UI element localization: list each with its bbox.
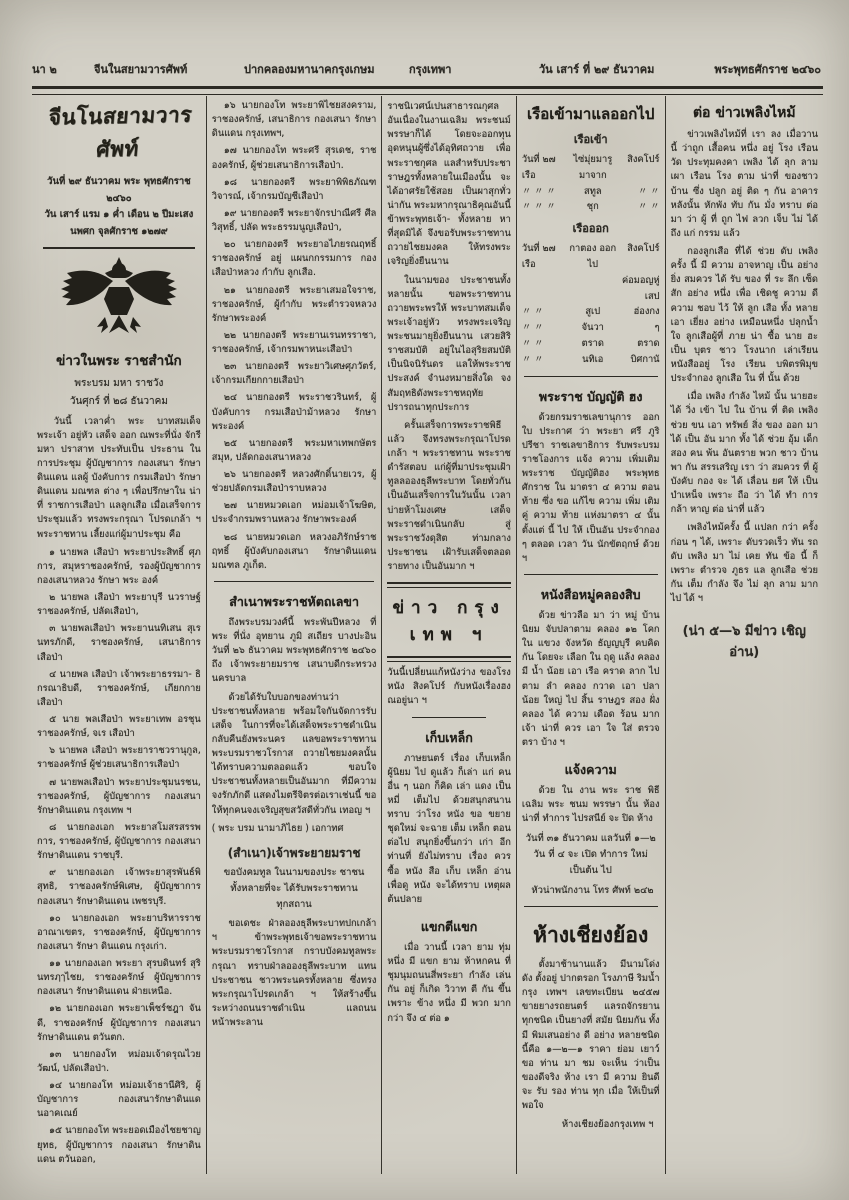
- ship-date: วันที่ ๒๗ เรือ: [521, 243, 556, 270]
- royal-letter-para1: ถึงพระบรมวงศ์นี้ พระพันปีหลวง ที่พระ ที่นั่ง อุทยาน ภูมิ สเถียร บางปะอิน วันที่ ๒๖ ธันวาคม พระพุทธศักราช ๒๔๖๐ ถึง เจ้าพระยายมราช เสนาบดีกระทรวงนครบาล: [211, 616, 377, 685]
- court-news-heading: ข่าวในพระ ราชสำนัก: [56, 352, 182, 369]
- appointment-item: ๙ นายกองเอก เจ้าพระยาสุรพันธ์พิสุทธิ, ราชองครักษ์พิเศษ, ผู้บัญชาการ กองเสนา รักษาดินแดน เพชรบุรี.: [37, 867, 201, 907]
- appointment-item: ๗ นายพลเสือป่า พระยาประชุมนรชน, ราชองครักษ์, ผู้บัญชาการ กองเสนา รักษาดินแดน กรุงเทพ ฯ: [37, 776, 201, 816]
- appointment-item: ๘ นายกองเอก พระยาสโมสรสรรพการ, ราชองครักษ์, ผู้บัญชาการ กองเสนา รักษาดินแดน ราชบุรี.: [37, 821, 201, 862]
- appointment-item: ๑๘ นายกองตรี พระยาพิพิธภัณฑวิจารณ์, เจ้ากรมบัญชีเสือป่า: [211, 176, 377, 202]
- column-1: [32, 96, 207, 1174]
- royal-reply-para2: ในนามของ ประชาชนทั้งหลายนั้น ขอพระราชทาน ถวายพระพรให้ พระบาทสมเด็จพระเจ้าอยู่หัว ทรงพระเจริญ พระชนมายุยิ่งยืนนาน เสวยสิริราชสมบัติ อยู่ในไอสุริยสมบัติ เป็นนิจนิรันดร แลให้พระราชประสงค์ จำนงหมายสิ่งใด จงสัมฤทธิดังพระราชหฤทัย ปรารถนาทุกประการ: [387, 274, 511, 413]
- ship-name: ชุก: [586, 201, 599, 213]
- appointment-item: ๑๖ นายกองโท พระยาพิไชยสงคราม, ราชองครักษ์, เสนาธิการ กองเสนา รักษา ดินแดน กรุงเทพฯ,: [211, 100, 377, 140]
- hong-act-heading: พระราช บัญญัติ ฮง: [538, 388, 643, 404]
- royal-reply-para1: ราชนิเวศน์เปนสาธารณกุศลอันเนื่องในงานเฉลิม พระชนม์พรรษาก็ได้ โดยจะออกทุนอุดหนุนผู้ซึ่งได้อุทิศถวาย เพื่อพระราชกุศล แลสำหรับประชาราษฎรทั้งหลายในเมืองนั้น จะได้อาศรัยใช้สอย เป็นผาสุกทั่วน่ากัน พระมหากรุณาธิคุณอันนี้ ข้าพระพุทธเจ้า- ทั้งหลาย หาที่สุดมิได้ จึงขอรับพระราชทาน ถวายไชยมงคล ให้ทรงพระเจริญยิ่งยืนนาน: [387, 101, 511, 268]
- ship-row: [522, 352, 660, 368]
- paper-name-header: จีนในสยามวารศัพท์: [94, 63, 188, 76]
- bangkok-news-banner: ข่าว กรุง เทพ ฯ: [392, 598, 506, 646]
- banner-rule-bottom: [387, 656, 510, 662]
- page-note: (น่า ๕—๖ มีข่าว เชิญ อ่าน): [682, 624, 806, 661]
- ship-port: ฮ่องกง: [633, 306, 660, 318]
- shop-ad-body: ตั้งมาช้านานแล้ว มีนามโด่งดัง ตั้งอยู่ ปากตรอก โรงภาษี ริมน้ำ กรุง เทพฯ เลขทะเบียน ๒๔๕๗ ขายยางรถยนตร์ แลรถจักรยาน ทุกชนิด เป็นยางที่ สมัย นิยมกัน ทั้ง มี พิมเสนอย่าง ดี อย่าง หลายชนิด นี้คือ ๑—๒—๑ ราคา ย่อม เยาว์ ขอ ท่าน มา ชม จะเห็น ว่าเป็น ของดีจริง ห้าง เรา มี ความ ยินดี จะ รับ รอง ท่าน ทุก เมื่อ ให้เป็นที่ พอใจ: [521, 958, 660, 1112]
- iron-news-body: ภาษยนตร์ เรื่อง เก็บเหล็ก ผู้นิยม ไป ดูแล้ว ก็เล่า แก่ คนอื่น ๆ นอก ก็คิด เล่า แดง เป็นหมี่ เต็มไป ด้วยสนุกสนาน ทราบ ว่าโรง หนัง ขอ ขยาย ชุดใหม่ จะฉาย เต็ม เหล็ก ตอนต่อไป สนุกยิ่งขึ้นกว่า เก่า อีก ท่านที่ ยังไม่ทราบ เรื่อง ควร ซื้อ หนัง สือ เก็บ เหล็ก อ่าน เพื่อดู หนัง จะได้ทราบ เหตุผล ต้นปลาย: [387, 752, 511, 905]
- shipping-heading: เรือเข้ามาแลออกไป: [527, 105, 655, 123]
- ship-port: บิศกานั: [630, 353, 660, 365]
- ship-row: [522, 184, 660, 200]
- royal-letter-signature: ( พระ บรม นามาภิไธย ) เอกาทศ: [211, 822, 344, 834]
- ship-name: นทิเอ: [582, 353, 604, 365]
- fire-news-para4: เพลิงไหม้ครั้ง นี้ แปลก กว่า ครั้ง ก่อน ๆ ได้, เพราะ ดับรวดเร็ว ทัน รถดับ เพลิง มา ไม่ เคย ทัน ข้อ นี้ ก็ เพราะ ตำรวจ ภูธร แล ลูกเสือ ช่วย กัน เต็ม กำลัง จึง ไม่ ลุก ลาม มาก ไป ได้ ฯ: [670, 522, 818, 604]
- ship-name: สทูล: [584, 185, 602, 197]
- outbound-table: [522, 241, 660, 367]
- fire-news-heading: ต่อ ข่าวเพลิงไหม้: [692, 105, 796, 121]
- garuda-emblem-icon: [59, 255, 179, 341]
- khlong-books-heading: หนังสือหมู่คลองสิบ: [540, 586, 641, 602]
- appointment-item: ๑๗ นายกองโท พระศรี สุรเดช, ราช องครักษ์, ผู้ช่วยเสนาธิการเสือป่า.: [211, 145, 377, 171]
- hong-act-body: ด้วยกรมราชเลขานุการ ออกใบ ประกาศ ว่า พระยา ศรี ภูริปรีชา ราชเลขาธิการ รับพระบรมราชโองการ แจ้ง ความ เพิ่มเติม พระราช บัญญัติฮง พระพุทธศักราช ใน มาตรา ๔ ความ ตอน ท้าย ซึ่ง ขอ แก้ไข ความ เพิ่ม เติม คู่ ความ ท้าย แห่งมาตรา ๔ นั้น ตั้งแต่ นี้ ไป ให้ เป็นอัน ประจำกอง ๆ ตลอด เวลา วัน นักขัตฤกษ์ ด้วย ฯ: [521, 411, 660, 564]
- salute-line-1: ขอบังคมทูล ในนามของประ ชาชน: [223, 866, 365, 878]
- ship-port: ตราด: [637, 337, 660, 349]
- salute-line-2: ทั้งหลายที่จะ ได้รับพระราชทาน: [230, 882, 358, 894]
- publisher-city: กรุงเทพา: [409, 63, 452, 76]
- court-news-place: พระบรม มหา ราชวัง: [74, 377, 164, 389]
- appointment-item: ๒๗ นายหมวดเอก หม่อมเจ้าโฆษิต, ประจำกรมพรานหลวง รักษาพระองค์: [211, 500, 377, 526]
- bangkok-news-lead: วันนี้เปลี่ยนแก้หนังว่าง ของโรงหนัง สิงคโปร์ กับหนังเรื่องฮง ณอยู่นา ฯ: [387, 667, 511, 707]
- inbound-table: [522, 152, 660, 215]
- ship-port: สิงคโปร์: [627, 154, 660, 165]
- appointment-list-1: [37, 546, 201, 1167]
- ship-row: [522, 241, 660, 273]
- appointment-item: ๒๔ นายกองตรี พระราชวรินทร์, ผู้บังคับการ กรมเสือป่าม้าหลวง รักษาพระองค์: [211, 392, 377, 432]
- announcement-body: ด้วย ใน งาน พระ ราช พิธีเฉลิม พระ ชนม พรรษา นั้น ห้อง น่าที่ ทำการ ไปรสนีย์ จะ ปิด ห้าง: [521, 785, 660, 825]
- fight-news-heading: แขกตีแขก: [420, 918, 478, 934]
- publisher-address: ปากคลองมหานาคกรุงเกษม: [244, 63, 375, 76]
- ship-date: 〃 〃: [521, 322, 544, 334]
- masthead-rule: [43, 247, 195, 249]
- appointment-item: ๒๕ นายกองตรี พระมหาเทพกษัตรสมุห, ปลัดกองเสนาหลวง: [211, 437, 377, 463]
- fire-news-para2: กองลูกเสือ ที่ได้ ช่วย ดับ เพลิง ครั้ง นี้ มี ความ อาจหาญ เป็น อย่าง ยิ่ง สมควร ได้ รับ ของ ที่ ระ ลึก เซ็ด สัก อย่าง หนึ่ง เพื่อ เชิดชู ความ ดี ความ ชอบ ไว้ ให้ ลูก เสือ ทั้ง หลาย เอา เยี่ยง อย่าง เหมือนหนึ่ง ปลุกน้ำ ใจ ลูกเสือผู้ที่ ภาย น่า ซื้อ นาย ฮะ เป็น บุตร ชาว โรงนาก เล่าเรียน หนังสืออยู่ โรง เรียน บพิตรพิมุข ประจำกอง ลูกเสือ ใน ที่ นั้น ด้วย: [670, 246, 818, 385]
- appointment-item: ๑๒ นายกองเอก พระยาเพ็ชร์ชฎา จันดี, ราชองครักษ์ ผู้บัญชาการ กองเสนา รักษาดินแดน ตวันตก.: [37, 1003, 201, 1043]
- royal-letter-para2: ด้วยได้รับใบบอกของท่านว่าประชาชนทั้งหลาย พร้อมใจกันจัดการรับเสด็จ ในการที่จะได้เสด็จพระราชดำเนินกลับคืนยังพระนคร แลขอพระราชทาน พระบรมราชวโรกาส ถวายไชยมงคลนั้น ได้ทราบความตลอดแล้ว ขอบใจประชาชนทั้งหลายเป็นอันมาก ที่มีความจงรักภักดี แสดงไมตรีจิตรต่อเราเช่นนี้ ขอให้ทุกคนจงเจริญสุขสวัสดีทั่วกัน เทอญ ฯ: [211, 691, 377, 816]
- ship-row: [522, 336, 660, 352]
- ship-name: ไซ่มุ่ยมารู มาจาก: [573, 154, 613, 181]
- ship-row: [522, 304, 660, 320]
- section-rule: [214, 581, 375, 582]
- column-5: [666, 96, 823, 1174]
- royal-letter-heading: สำเนาพระราชหัตถเลขา: [229, 593, 359, 609]
- court-news-intro: วันนี้ เวลาค่ำ พระ บาทสมเด็จ พระเจ้า อยู่หัว เสด็จ ออก ณพระที่นั่ง จักรี มหา ปราสาท ประทับเป็น ประธาน ในการประชุม ผู้บัญชาการ กองเสนา รักษาดินแดน แลผู้ บังคับการ กรมเสือป่า รักษาดินแดน มณฑล ต่าง ๆ เพื่อปรึกษาใน น่าที่ ราชการเสือป่า แลลูกเสือ เมื่อเสร็จการ ประชุมแล้ว ทรงพระกรุณา โปรดเกล้า ฯ พระราชทาน เลี้ยงแก่ผู้มาประชุม คือ: [37, 415, 201, 540]
- section-rule: [524, 574, 658, 575]
- column-3: [382, 96, 516, 1174]
- ship-date: 〃 〃 〃: [521, 201, 556, 213]
- outbound-heading: เรือออก: [572, 222, 609, 236]
- ship-date: 〃 〃: [521, 353, 544, 365]
- section-rule: [524, 376, 658, 377]
- announcement-date-line: วันที่ ๓๑ ธันวาคม แลวันที่ ๑—๒: [525, 832, 656, 844]
- appointment-item: ๖ นายพล เสือป่า พระยาราชวรานุกูล, ราชองครักษ์ ผู้ช่วยเสนาธิการเสือป่า: [37, 745, 201, 771]
- appointment-item: ๑๙ นายกองตรี พระยาจักรปาณีศรี ศีลวิสุทธิ์, ปลัด พระธรรมนูญเสือป่า,: [211, 207, 377, 233]
- ship-name: ตราด: [581, 337, 604, 349]
- shop-ad-heading: ห้างเชียงย้อง: [533, 922, 649, 947]
- page-header: [32, 60, 821, 78]
- ship-date: 〃 〃: [521, 306, 544, 318]
- royal-letter-para3: ขอเดชะ ฝ่าลอองธุลีพระบาทปกเกล้า ฯ ข้าพระพุทธเจ้าขอพระราชทาน พระบรมราชวโรกาส กราบบังคมทูลพระกรุณา ทราบฝ่าลอองธุลีพระบาท แทนประชาชน ชาวพระนครทั้งหลาย ซึ่งทรงพระกรุณาโปรดเกล้า ฯ ให้สร้างขึ้นระหว่างถนนราชดำเนิน แลถนน หน้าพระลาน: [211, 918, 377, 1029]
- appointment-item: ๒๘ นายหมวดเอก หลวงอภิรักษ์ราชฤทธิ์ ผู้บังคับกองเสนา รักษาดินแดน มณฑล ภูเก็ต.: [211, 531, 377, 571]
- fight-news-body: เมื่อ วานนี้ เวลา ยาม ทุ่ม หนึ่ง มี แขก ยาม ห้าหกคน ที่ ชุมนุมถนนสี่พระยา กำลัง เล่น กัน อยู่ ก็เกิด วิวาท ตี กัน ขึ้น เพราะ ข้าง หนึ่ง มี พวก มาก กว่า จึง ๔ ต่อ ๑: [387, 941, 511, 1024]
- issue-date: วัน เสาร์ ที่ ๒๙ ธันวาคม: [539, 63, 655, 76]
- column-4: [517, 96, 666, 1174]
- announcement-reopen-line: วัน ที่ ๔ จะ เปิด ทำการ ใหม่ เป็นต้น ไป: [533, 848, 648, 876]
- ship-name: จันวา: [581, 322, 604, 334]
- royal-reply-para3: ครั้นเสร็จการพระราชพิธีแล้ว จึงทรงพระกรุณาโปรดเกล้า ฯ พระราชทาน พระราชดำรัสตอบ แก่ผู้ที่มาประชุมเฝ้าทูลลอองธุลีพระบาท โดยทั่วกัน เป็นอันเสร็จการในวันนั้น เวลาบ่ายห้าโมงเศษ เสด็จพระราชดำเนินกลับ สู่พระราชวังดุสิต ท่ามกลางประชาชน เฝ้ารับเสด็จตลอดรายทาง เป็นอันมาก ฯ: [387, 419, 511, 572]
- ship-name: สูเป: [585, 306, 601, 318]
- shop-ad-signature: ห้างเชียงย้องกรุงเทพ ฯ: [561, 1119, 654, 1131]
- appointment-item: ๒๖ นายกองตรี หลวงศักดิ์นายเวร, ผู้ช่วยปลัดกรมเสือป่าราบหลวง: [211, 469, 377, 495]
- appointment-item: ๕ นาย พลเสือป่า พระยาเทพ อรชุน ราชองครักษ์, จเร เสือป่า: [37, 714, 201, 740]
- inbound-heading: เรือเข้า: [573, 133, 608, 146]
- column-2: [207, 96, 383, 1174]
- appointment-item: ๑๐ นายกองเอก พระยาบริหารราชอาณาเขตร, ราชองครักษ์, ผู้บัญชาการ กองเสนา รักษา ดินแดน กรุงเก่า.: [37, 912, 201, 952]
- column-layout: [32, 96, 823, 1174]
- appointment-item: ๑ นายพล เสือป่า พระยาประสิทธิ์ ศุภการ, สมุหราชองครักษ์, รองผู้บัญชาการ กองเสนาหลวง รักษา พระ องค์: [37, 546, 201, 586]
- appointment-item: ๑๔ นายกองโท หม่อมเจ้าธานีศิริ, ผู้บัญชาการ กองเสนารักษาดินแดนอาคเณย์: [37, 1080, 201, 1120]
- banner-rule-top: [387, 582, 510, 588]
- ship-row: [522, 320, 660, 336]
- fire-news-para1: ข่าวเพลิงไหม้ที่ เรา ลง เมื่อวาน นี้ ว่าถูก เสื้อคน หนึ่ง อยู่ โรง เรือน วัด ประทุมคงคา เพลิง ได้ ลุก ลาม เผา เรือน โรง ตาม น่าที่ ของชาว บ้าน ซึ่ง ปลูก อยู่ ติด ๆ กัน อาคาร หลังนั้น หักพัง ทับ กัน มั่ง ทราบ ต่อ มา ว่า ผู้ ที่ ถูก ไฟ ลวก เจ็บ ไม่ ได้ ถึง แก่ กรรม แล้ว: [670, 129, 818, 239]
- newspaper-title: จีนโนสยามวารศัพท์: [47, 102, 194, 162]
- ship-row: [522, 152, 660, 184]
- appointment-item: ๑๕ นายกองโท พระยอดเมืองไชยชาญ ยุทธ, ผู้บัญชาการ กองเสนา รักษาดินแดน ตวันออก,: [37, 1125, 201, 1165]
- header-rule: [32, 86, 823, 95]
- appointment-item: ๒๑ นายกองตรี พระยาเสมอใจราช, ราชองครักษ์, ผู้กำกับ พระตำรวจหลวง รักษาพระองค์: [211, 284, 377, 324]
- ship-date: 〃 〃: [521, 337, 544, 349]
- fire-news-para3: เมื่อ เพลิง กำลัง ไหม้ นั้น นายฮะ ได้ วิ่ง เข้า ไป ใน บ้าน ที่ ติด เพลิง ช่วย ขน เอา ทรัพย์ สิ่ง ของ ออก มา ได้ เป็น อัน มาก ทั้ง ได้ ช่วย อุ้ม เด็ก สอง คน พ้น อันตราย พวก ชาว บ้าน พา กัน สรรเสริญ เรา ว่า สมควร ที่ ผู้ บังคับ กอง จะ ได้ เลื่อน ยศ ให้ เป็น บำเหน็จ เพราะ ถือ ว่า ได้ ทำ การ กล้า หาญ ต่อ น่าที่ แล้ว: [670, 391, 818, 516]
- appointment-item: ๒๓ นายกองตรี พระยาวิเศษศุภวัตร์, เจ้ากรมเกียกกายเสือป่า: [211, 361, 377, 387]
- ship-port: 〃 〃: [637, 201, 660, 213]
- masthead-lunar-line: วัน เสาร์ แรม ๑ ค่ำ เดือน ๒ ปีมะเสง: [44, 209, 194, 221]
- appointment-item: ๓ นายพลเสือป่า พระยานนทิเสน สุเรนทรภักดี, ราชองครักษ์, เสนาธิการเสือป่า: [37, 623, 201, 663]
- divider-rule: [412, 717, 486, 718]
- ship-date: 〃 〃 〃: [521, 185, 556, 197]
- khlong-books-body: ด้วย ข่าวลือ มา ว่า หมู่ บ้าน นิยม จับปลาตาม คลอง ๑๒ โคก ใน แขวง จังหวัด ธัญญบุรี คบคิดกัน โดยจะ เลือก ใน ฤดู แล้ง คลอง มี น้ำ น้อย เอา เรือ คราด ลาก ไป ตาม ลำ คลอง กวาด เอา ปลา น้อย ใหญ่ ไป สิ้น ราษฎร สอง ฝั่ง คลอง ได้ ความ เดือด ร้อน มาก เจ้า น่าที่ ควร เอา ใจ ใส่ ตรวจ ตรา บ้าง ฯ: [521, 609, 660, 749]
- iron-news-heading: เก็บเหล็ก: [425, 729, 473, 745]
- announcement-signature: หัวน่าพนักงาน โทร ศัพท์ ๒๔๒: [531, 884, 654, 896]
- masthead: [37, 100, 201, 249]
- appointment-item: ๑๓ นายกองโท หม่อมเจ้าดรุณไวย วัฒน์, ปลัดเสือป่า.: [37, 1048, 201, 1074]
- appointment-item: ๒๒ นายกองตรี พระยานเรนทรราชา, ราชองครักษ์, เจ้ากรมพาหนะเสือป่า: [211, 329, 377, 355]
- masthead-era-line: นพศก จุลศักราช ๑๒๗๙: [70, 225, 168, 237]
- appointment-item: ๑๑ นายกองเอก พระยา สุรบดินทร์ สุรินทรฦๅไชย, ราชองครักษ์ ผู้บัญชาการ กองเสนา รักษาดินแดน ฝ่ายเหนือ.: [37, 958, 201, 998]
- appointment-item: ๒๐ นายกองตรี พระยาอไภยรณฤทธิ์ ราชองครักษ์ อยู่ แผนกกรรมการ กอง เสือป่าหลวง กำกับ ลูกเสือ.: [211, 239, 377, 279]
- appointment-item: ๔ นายพล เสือป่า เจ้าพระยาธรรมา- ธิกรณาธิบดี, ราชองครักษ์, เกียกกายเสือป่า: [37, 668, 201, 708]
- ship-port: ค่อมอญหู่เสป: [621, 274, 660, 302]
- announcement-heading: แจ้งความ: [564, 762, 617, 778]
- ship-name: [567, 273, 618, 305]
- folio-number: นา ๒: [32, 63, 57, 76]
- ship-row: [522, 199, 660, 215]
- appointment-list-2: [212, 99, 377, 573]
- appointment-item: ๒ นายพล เสือป่า พระยาบุรี นวราษฐ์ ราชองครักษ์, ปลัดเสือป่า,: [37, 592, 201, 618]
- section-rule: [524, 906, 658, 907]
- copy-heading: (สำเนา)เจ้าพระยายมราช: [227, 845, 361, 860]
- ship-port: ๆ: [654, 322, 660, 334]
- ship-port: สิงคโปร์: [627, 243, 660, 255]
- ship-date: วันที่ ๒๗ เรือ: [521, 154, 556, 181]
- ship-name: กาตอง ออกไป: [569, 243, 617, 270]
- masthead-date-line: วันที่ ๒๙ ธันวาคม พระ พุทธศักราช ๒๔๖๐: [47, 176, 191, 204]
- salute-line-3: ทุกสถาน: [276, 899, 312, 911]
- ship-port: 〃 〃: [637, 185, 660, 197]
- ship-row: [522, 273, 660, 305]
- court-news-date: วันศุกร์ ที่ ๒๘ ธันวาคม: [69, 395, 168, 407]
- issue-era: พระพุทธศักราช ๒๔๖๐: [714, 63, 821, 76]
- ship-date: [522, 273, 567, 305]
